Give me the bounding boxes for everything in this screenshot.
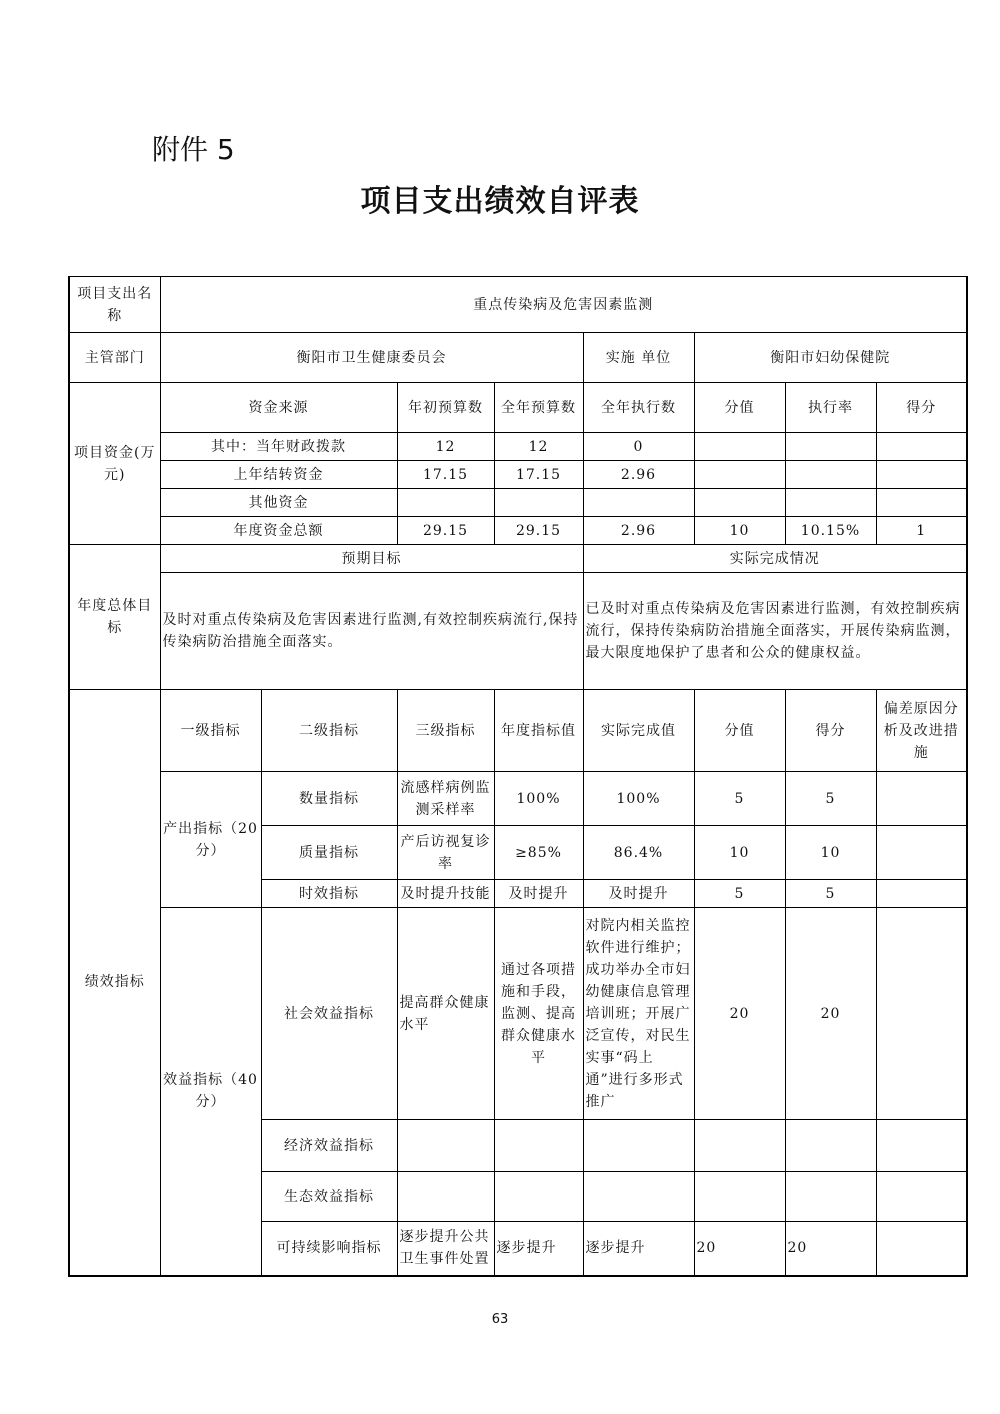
indicator-score (785, 1120, 876, 1172)
indicator-header: 实际完成值 (583, 690, 694, 772)
funds-cell (694, 433, 785, 461)
indicator-level3: 流感样病例监测采样率 (397, 772, 494, 826)
funds-cell: 29.15 (494, 517, 583, 545)
indicator-target: 通过各项措施和手段，监测、提高群众健康水平 (494, 908, 583, 1120)
indicator-score: 10 (785, 826, 876, 880)
indicator-reason (876, 908, 967, 1120)
indicator-level3 (397, 1120, 494, 1172)
funds-cell: 12 (494, 433, 583, 461)
indicator-row (69, 772, 967, 826)
indicator-level3 (397, 1172, 494, 1222)
funds-label: 项目资金(万元) (69, 383, 160, 545)
indicator-level2: 经济效益指标 (261, 1120, 397, 1172)
indicator-level3: 及时提升技能 (397, 880, 494, 908)
indicator-row (69, 908, 967, 1120)
funds-header: 全年执行数 (583, 383, 694, 433)
indicator-reason (876, 826, 967, 880)
indicator-header: 分值 (694, 690, 785, 772)
funds-cell (694, 489, 785, 517)
indicator-score-value (694, 1120, 785, 1172)
indicator-actual (583, 1120, 694, 1172)
goals-label: 年度总体目标 (69, 545, 160, 690)
indicator-level2: 生态效益指标 (261, 1172, 397, 1222)
evaluation-table (68, 276, 968, 1277)
indicator-score (785, 1172, 876, 1222)
indicator-score-value (694, 1172, 785, 1222)
indicator-target (494, 1172, 583, 1222)
funds-cell: 上年结转资金 (160, 461, 397, 489)
indicator-score: 5 (785, 772, 876, 826)
indicator-header: 年度指标值 (494, 690, 583, 772)
indicator-actual: 86.4% (583, 826, 694, 880)
indicator-level2: 社会效益指标 (261, 908, 397, 1120)
indicator-actual: 逐步提升 (583, 1222, 694, 1276)
attachment-label: 附件 5 (152, 133, 235, 166)
funds-cell: 10.15% (785, 517, 876, 545)
project-name-value: 重点传染病及危害因素监测 (160, 277, 967, 333)
page-title: 项目支出绩效自评表 (360, 184, 640, 219)
indicator-score-value: 5 (694, 772, 785, 826)
funds-cell: 17.15 (494, 461, 583, 489)
indicator-actual (583, 1172, 694, 1222)
indicator-header: 偏差原因分析及改进措施 (876, 690, 967, 772)
funds-cell: 年度资金总额 (160, 517, 397, 545)
indicator-actual: 及时提升 (583, 880, 694, 908)
funds-cell: 29.15 (397, 517, 494, 545)
indicator-header: 三级指标 (397, 690, 494, 772)
indicator-target: 及时提升 (494, 880, 583, 908)
indicator-target: 100% (494, 772, 583, 826)
funds-cell: 1 (876, 517, 967, 545)
indicator-level3: 逐步提升公共卫生事件处置 (397, 1222, 494, 1276)
funds-cell: 2.96 (583, 517, 694, 545)
funds-cell (876, 489, 967, 517)
funds-row (69, 433, 967, 461)
benefit-indicator-label: 效益指标（40分） (160, 908, 261, 1276)
funds-cell: 12 (397, 433, 494, 461)
indicator-level3: 产后访视复诊率 (397, 826, 494, 880)
indicator-target: ≥85% (494, 826, 583, 880)
indicator-reason (876, 772, 967, 826)
indicator-header: 二级指标 (261, 690, 397, 772)
performance-label: 绩效指标 (69, 690, 160, 1276)
indicator-score: 20 (785, 908, 876, 1120)
indicator-reason (876, 880, 967, 908)
funds-cell (397, 489, 494, 517)
indicator-score-value: 20 (694, 908, 785, 1120)
indicator-header: 得分 (785, 690, 876, 772)
dept-label: 主管部门 (69, 333, 160, 383)
funds-header: 执行率 (785, 383, 876, 433)
funds-cell (876, 461, 967, 489)
impl-value: 衡阳市妇幼保健院 (694, 333, 967, 383)
project-name-label: 项目支出名称 (69, 277, 160, 333)
indicator-level2: 可持续影响指标 (261, 1222, 397, 1276)
indicator-actual: 100% (583, 772, 694, 826)
indicator-reason (876, 1172, 967, 1222)
indicator-target: 逐步提升 (494, 1222, 583, 1276)
impl-label: 实施 单位 (583, 333, 694, 383)
page-number: 63 (491, 1312, 509, 1327)
indicator-reason (876, 1120, 967, 1172)
funds-cell (785, 489, 876, 517)
indicator-level2: 质量指标 (261, 826, 397, 880)
funds-cell (785, 461, 876, 489)
expected-goal-header: 预期目标 (160, 545, 583, 573)
dept-value: 衡阳市卫生健康委员会 (160, 333, 583, 383)
output-indicator-label: 产出指标（20分） (160, 772, 261, 908)
indicator-score: 5 (785, 880, 876, 908)
funds-header: 全年预算数 (494, 383, 583, 433)
indicator-header: 一级指标 (160, 690, 261, 772)
funds-row (69, 489, 967, 517)
funds-cell (494, 489, 583, 517)
funds-header: 年初预算数 (397, 383, 494, 433)
indicator-score-value: 5 (694, 880, 785, 908)
funds-cell: 其中：当年财政拨款 (160, 433, 397, 461)
indicator-reason (876, 1222, 967, 1276)
funds-cell: 10 (694, 517, 785, 545)
funds-cell (785, 433, 876, 461)
funds-cell (876, 433, 967, 461)
funds-cell (694, 461, 785, 489)
funds-header: 分值 (694, 383, 785, 433)
indicator-actual: 对院内相关监控软件进行维护；成功举办全市妇幼健康信息管理培训班；开展广泛宣传，对民生实事“码上通”进行多形式推广 (583, 908, 694, 1120)
funds-row (69, 517, 967, 545)
funds-cell: 17.15 (397, 461, 494, 489)
funds-header: 资金来源 (160, 383, 397, 433)
indicator-target (494, 1120, 583, 1172)
funds-cell: 0 (583, 433, 694, 461)
funds-cell: 其他资金 (160, 489, 397, 517)
indicator-score: 20 (785, 1222, 876, 1276)
indicator-level2: 数量指标 (261, 772, 397, 826)
indicator-score-value: 10 (694, 826, 785, 880)
actual-result-header: 实际完成情况 (583, 545, 967, 573)
funds-cell (583, 489, 694, 517)
indicator-score-value: 20 (694, 1222, 785, 1276)
indicator-level3: 提高群众健康水平 (397, 908, 494, 1120)
indicator-level2: 时效指标 (261, 880, 397, 908)
funds-header: 得分 (876, 383, 967, 433)
funds-row (69, 461, 967, 489)
expected-goal-text: 及时对重点传染病及危害因素进行监测,有效控制疾病流行,保持传染病防治措施全面落实。 (160, 573, 583, 690)
funds-cell: 2.96 (583, 461, 694, 489)
actual-result-text: 已及时对重点传染病及危害因素进行监测，有效控制疾病流行，保持传染病防治措施全面落实，开展传染病监测，最大限度地保护了患者和公众的健康权益。 (583, 573, 967, 690)
